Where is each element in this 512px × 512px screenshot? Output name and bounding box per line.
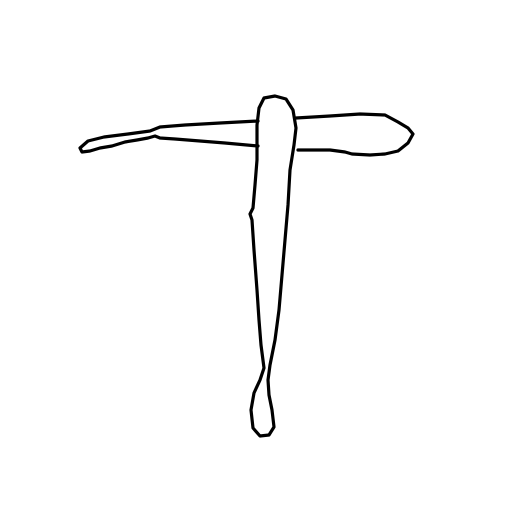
t-crossbar-outline <box>80 121 258 152</box>
t-stem-outline <box>250 96 296 436</box>
t-crossbar-right-outline <box>296 114 413 155</box>
